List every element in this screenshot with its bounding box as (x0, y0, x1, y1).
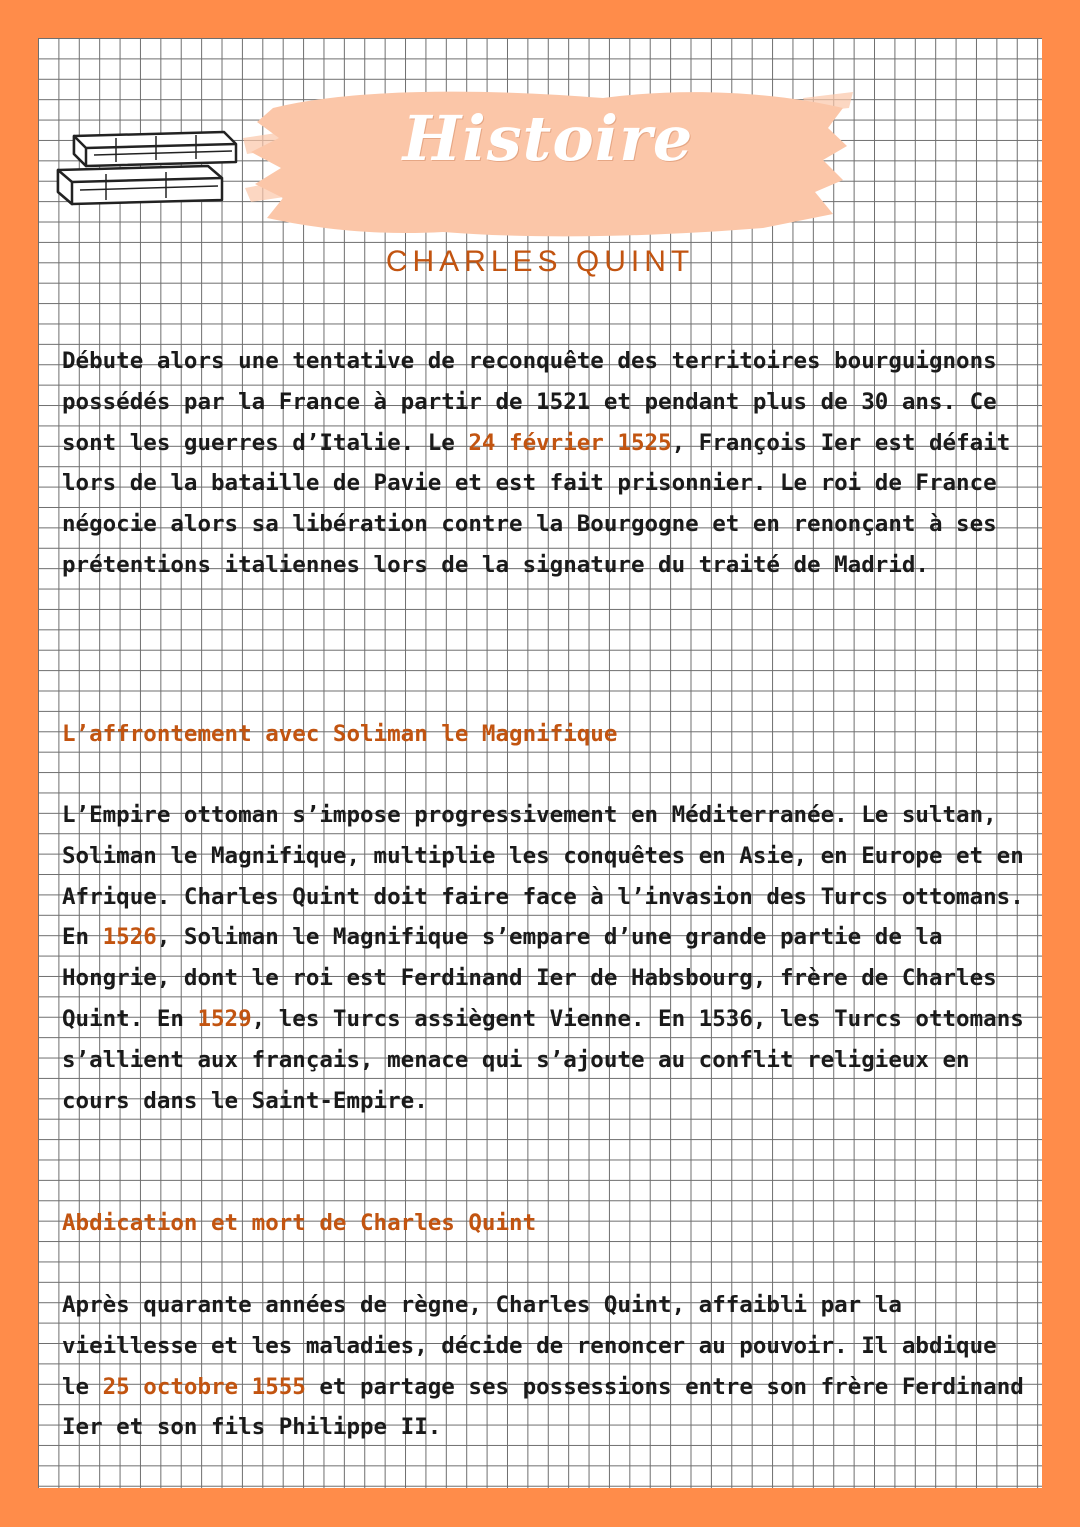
intro-paragraph: Débute alors une tentative de reconquête des territoires bourguignons possédés par la France à partir de 1521 et pendant plus de 30 ans. Ce sont les guerres d’Italie. Le 24 février 1525, François Ier est défait lors de la bataille de Pavie et est fait prisonnier. Le roi de France négocie alors sa libération contre la Bourgogne et en renonçant à ses prétentions italiennes lors de la signature du traité de Madrid. (62, 348, 1011, 578)
section-heading-abdication: Abdication et mort de Charles Quint (62, 1210, 537, 1236)
date-highlight: 1526 (102, 924, 157, 951)
soliman-paragraph: L’Empire ottoman s’impose progressivement en Méditerranée. Le sultan, Soliman le Magnifique, multiplie les conquêtes en Asie, en Europe et en Afrique. Charles Quint doit faire face à l’invasion des Turcs ottomans. En 1526, Soliman le Magnifique s’empare d’une grande partie de la Hongrie, dont le roi est Ferdinand Ier de Habsbourg, frère de Charles Quint. En 1529, les Turcs assiègent Vienne. En 1536, les Turcs ottomans s’allient aux français, menace qui s’ajoute au conflit religieux en cours dans le Saint-Empire. (62, 802, 1024, 1114)
section-heading-soliman: L’affrontement avec Soliman le Magnifique (62, 721, 618, 747)
abdication-paragraph: Après quarante années de règne, Charles Quint, affaibli par la vieillesse et les maladies, décide de renoncer au pouvoir. Il abdique le 25 octobre 1555 et partage ses possessions entre son frère Ferdinand Ier et son fils Philippe II. (62, 1292, 1024, 1441)
page-subtitle: CHARLES QUINT (385, 245, 695, 278)
page-title: Histoire (402, 102, 694, 175)
date-highlight: 24 février 1525 (468, 429, 672, 456)
date-highlight: 25 octobre 1555 (102, 1373, 306, 1400)
books-icon (46, 126, 246, 214)
notebook-page (38, 38, 1042, 1488)
date-highlight: 1529 (197, 1005, 252, 1032)
